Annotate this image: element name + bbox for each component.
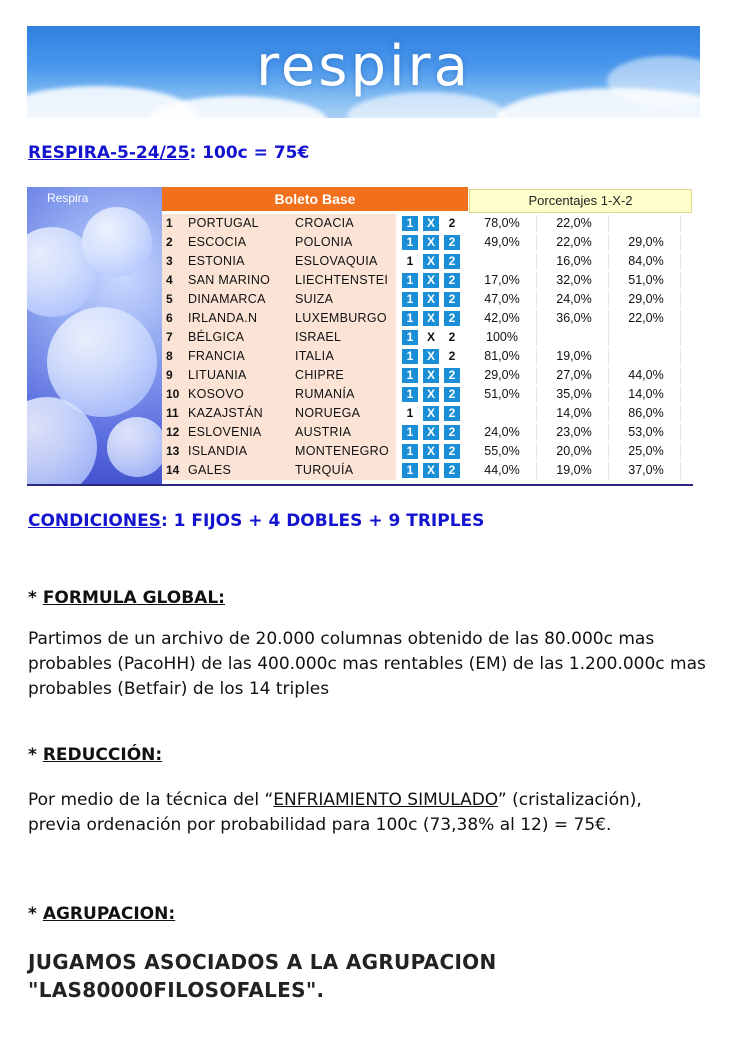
sign-x: X <box>423 444 439 459</box>
percentage-1: 44,0% <box>468 462 537 479</box>
sign-2: 2 <box>444 425 460 440</box>
sign-x: X <box>423 406 439 421</box>
bullet-star: * <box>28 904 43 924</box>
percentage-1: 42,0% <box>468 310 537 327</box>
match-number: 2 <box>166 235 173 249</box>
percentage-x: 19,0% <box>540 348 609 365</box>
sign-2: 2 <box>444 311 460 326</box>
away-team: ESLOVAQUIA <box>295 254 378 268</box>
title-rest: : 100c = 75€ <box>189 143 310 163</box>
sign-1: 1 <box>402 311 418 326</box>
conditions-line <box>28 511 484 531</box>
home-team: ESLOVENIA <box>188 425 262 439</box>
percentage-x <box>540 329 609 346</box>
percentage-2: 51,0% <box>612 272 681 289</box>
away-team: RUMANÍA <box>295 387 355 401</box>
sign-2: 2 <box>444 387 460 402</box>
match-number: 14 <box>166 463 180 477</box>
match-number: 4 <box>166 273 173 287</box>
conditions-text: : 1 FIJOS + 4 DOBLES + 9 TRIPLES <box>160 511 485 531</box>
sign-x: X <box>426 330 435 344</box>
home-team: LITUANIA <box>188 368 247 382</box>
sign-x: X <box>423 387 439 402</box>
match-number: 5 <box>166 292 173 306</box>
boleto-header: Boleto Base <box>162 187 468 211</box>
home-team: ESCOCIA <box>188 235 247 249</box>
percentage-x: 35,0% <box>540 386 609 403</box>
percentage-1 <box>468 405 537 422</box>
bullet-star: * <box>28 588 43 608</box>
percentage-x: 16,0% <box>540 253 609 270</box>
group-heading-text: AGRUPACION: <box>42 904 176 924</box>
sign-2: 2 <box>448 330 456 344</box>
respira-banner <box>27 26 700 118</box>
away-team: ISRAEL <box>295 330 342 344</box>
away-team: CHIPRE <box>295 368 345 382</box>
sign-1: 1 <box>402 330 418 345</box>
table-row <box>162 423 692 442</box>
table-row <box>162 233 692 252</box>
bullet-star: * <box>28 745 43 765</box>
percentage-x: 27,0% <box>540 367 609 384</box>
formula-heading <box>28 588 225 608</box>
sign-1: 1 <box>402 444 418 459</box>
table-row <box>162 271 692 290</box>
table-row <box>162 214 692 233</box>
sign-2: 2 <box>444 235 460 250</box>
percentage-1: 49,0% <box>468 234 537 251</box>
match-number: 8 <box>166 349 173 363</box>
away-team: LUXEMBURGO <box>295 311 387 325</box>
away-team: AUSTRIA <box>295 425 352 439</box>
sign-1: 1 <box>406 254 414 268</box>
sign-x: X <box>423 235 439 250</box>
match-number: 10 <box>166 387 180 401</box>
sign-x: X <box>423 349 439 364</box>
sign-2: 2 <box>448 349 456 363</box>
percentage-x: 36,0% <box>540 310 609 327</box>
reduction-heading <box>28 745 162 765</box>
sign-x: X <box>423 216 439 231</box>
home-team: IRLANDA.N <box>188 311 258 325</box>
sign-2: 2 <box>444 463 460 478</box>
table-row <box>162 290 692 309</box>
sign-1: 1 <box>402 368 418 383</box>
sign-1: 1 <box>402 387 418 402</box>
percentage-x: 14,0% <box>540 405 609 422</box>
percentage-2 <box>612 215 681 232</box>
away-team: LIECHTENSTEI <box>295 273 389 287</box>
percentage-x: 19,0% <box>540 462 609 479</box>
home-team: ESTONIA <box>188 254 245 268</box>
match-number: 3 <box>166 254 173 268</box>
away-team: NORUEGA <box>295 406 361 420</box>
percentage-2: 84,0% <box>612 253 681 270</box>
home-team: ISLANDIA <box>188 444 248 458</box>
percentage-1: 78,0% <box>468 215 537 232</box>
percentage-2 <box>612 348 681 365</box>
sign-x: X <box>423 463 439 478</box>
side-panel-label: Respira <box>47 191 89 205</box>
match-number: 13 <box>166 444 180 458</box>
away-team: POLONIA <box>295 235 353 249</box>
away-team: ITALIA <box>295 349 335 363</box>
sign-2: 2 <box>444 406 460 421</box>
sign-1: 1 <box>402 235 418 250</box>
page-title <box>28 143 309 163</box>
sign-2: 2 <box>444 292 460 307</box>
sign-x: X <box>423 292 439 307</box>
percentage-1 <box>468 253 537 270</box>
group-line-1: JUGAMOS ASOCIADOS A LA AGRUPACION <box>28 950 497 974</box>
percentage-2: 29,0% <box>612 291 681 308</box>
away-team: TURQUÍA <box>295 463 354 477</box>
match-number: 1 <box>166 216 173 230</box>
formula-paragraph: Partimos de un archivo de 20.000 columnas obtenido de las 80.000c mas probables (PacoHH) de las 400.000c mas rentables (EM) de las 1.200.000c mas probables (Betfair) de los 14 triples <box>28 629 706 699</box>
title-link[interactable]: RESPIRA-5-24/25 <box>28 143 190 163</box>
sign-1: 1 <box>402 425 418 440</box>
away-team: MONTENEGRO <box>295 444 389 458</box>
percentage-2: 22,0% <box>612 310 681 327</box>
percentage-1: 51,0% <box>468 386 537 403</box>
home-team: KOSOVO <box>188 387 244 401</box>
table-row <box>162 442 692 461</box>
reduction-text-a: Por medio de la técnica del “ <box>28 790 274 810</box>
percentage-x: 20,0% <box>540 443 609 460</box>
percentage-2: 37,0% <box>612 462 681 479</box>
percentage-x: 23,0% <box>540 424 609 441</box>
percentage-1: 47,0% <box>468 291 537 308</box>
home-team: GALES <box>188 463 232 477</box>
bubble-shape <box>82 207 152 277</box>
match-number: 12 <box>166 425 180 439</box>
respira-side-panel <box>27 187 162 484</box>
home-team: FRANCIA <box>188 349 245 363</box>
percentage-x: 32,0% <box>540 272 609 289</box>
percentage-2: 25,0% <box>612 443 681 460</box>
sign-x: X <box>423 425 439 440</box>
table-row <box>162 385 692 404</box>
table-row <box>162 461 692 480</box>
sign-2: 2 <box>444 273 460 288</box>
sign-1: 1 <box>402 349 418 364</box>
sign-1: 1 <box>402 216 418 231</box>
percentage-2: 86,0% <box>612 405 681 422</box>
sign-2: 2 <box>444 368 460 383</box>
match-number: 11 <box>166 406 179 420</box>
sign-1: 1 <box>402 292 418 307</box>
formula-heading-text: FORMULA GLOBAL: <box>42 588 225 608</box>
percentage-1: 24,0% <box>468 424 537 441</box>
percentage-1: 55,0% <box>468 443 537 460</box>
home-team: DINAMARCA <box>188 292 266 306</box>
sign-1: 1 <box>402 273 418 288</box>
table-row <box>162 404 692 423</box>
table-row <box>162 252 692 271</box>
reduction-text-underlined: ENFRIAMIENTO SIMULADO <box>273 790 498 810</box>
group-heading <box>28 904 175 924</box>
group-line-2: "LAS80000FILOSOFALES". <box>28 978 325 1002</box>
sign-1: 1 <box>402 463 418 478</box>
sign-x: X <box>423 254 439 269</box>
reduction-paragraph <box>28 788 688 838</box>
boleto-table <box>27 187 693 486</box>
match-number: 9 <box>166 368 173 382</box>
home-team: PORTUGAL <box>188 216 259 230</box>
match-number: 7 <box>166 330 173 344</box>
home-team: SAN MARINO <box>188 273 271 287</box>
table-row <box>162 309 692 328</box>
sign-x: X <box>423 311 439 326</box>
percentages-header: Porcentajes 1-X-2 <box>469 189 692 213</box>
sign-1: 1 <box>406 406 414 420</box>
table-row <box>162 366 692 385</box>
conditions-link[interactable]: CONDICIONES <box>28 511 161 531</box>
percentage-x: 22,0% <box>540 215 609 232</box>
table-row <box>162 347 692 366</box>
percentage-1: 29,0% <box>468 367 537 384</box>
sign-2: 2 <box>448 216 456 230</box>
brand-logo-text: respira <box>256 34 471 99</box>
percentage-1: 17,0% <box>468 272 537 289</box>
percentage-2: 29,0% <box>612 234 681 251</box>
table-row <box>162 328 692 347</box>
bubble-shape <box>107 417 162 477</box>
percentage-1: 81,0% <box>468 348 537 365</box>
away-team: SUIZA <box>295 292 334 306</box>
reduction-heading-text: REDUCCIÓN: <box>42 745 163 765</box>
reduction-text-b: ” (cristalización), previa ordenación por probabilidad para 100c (73,38% al 12) = 75€. <box>28 790 642 835</box>
home-team: KAZAJSTÁN <box>188 406 263 420</box>
home-team: BÉLGICA <box>188 330 245 344</box>
percentage-x: 24,0% <box>540 291 609 308</box>
sign-2: 2 <box>444 444 460 459</box>
match-number: 6 <box>166 311 173 325</box>
sign-x: X <box>423 368 439 383</box>
sign-x: X <box>423 273 439 288</box>
percentage-2: 53,0% <box>612 424 681 441</box>
percentage-2: 44,0% <box>612 367 681 384</box>
percentage-2: 14,0% <box>612 386 681 403</box>
percentage-1: 100% <box>468 329 537 346</box>
sign-2: 2 <box>444 254 460 269</box>
percentage-2 <box>612 329 681 346</box>
away-team: CROACIA <box>295 216 355 230</box>
percentage-x: 22,0% <box>540 234 609 251</box>
